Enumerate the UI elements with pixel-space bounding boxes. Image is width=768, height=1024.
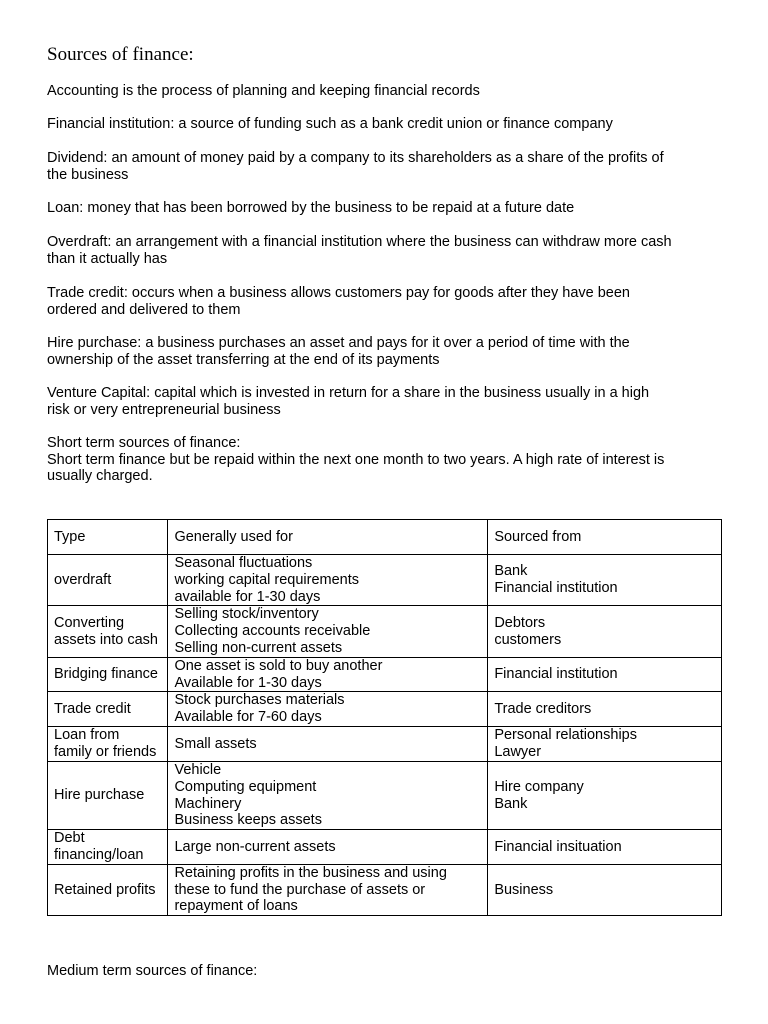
cell-type	[48, 761, 168, 829]
cell-line: Converting	[54, 614, 125, 631]
cell-sourced-from	[488, 657, 722, 692]
header-sourced-from	[488, 520, 722, 555]
medium-term-heading: Medium term sources of finance:	[47, 963, 258, 979]
cell-line: Hire purchase	[54, 787, 145, 804]
cell-used-for	[168, 555, 488, 606]
cell-line: family or friends	[54, 743, 157, 760]
cell-type	[48, 692, 168, 727]
text-line: ordered and delivered to them	[47, 301, 241, 318]
cell-line: Computing equipment	[174, 778, 317, 795]
cell-line: Financial institution	[494, 580, 618, 597]
definition-accounting	[47, 83, 727, 100]
table-row	[48, 657, 722, 692]
text-line: Hire purchase: a business purchases an asset and pays for it over a period of time with the	[47, 335, 630, 351]
short-term-section	[47, 435, 727, 485]
text-line: usually charged.	[47, 468, 153, 484]
table-row	[48, 761, 722, 829]
cell-line: Financial institution	[494, 666, 618, 683]
cell-line: Vehicle	[174, 761, 222, 778]
cell-line: Selling stock/inventory	[174, 606, 319, 623]
cell-type	[48, 657, 168, 692]
cell-used-for	[168, 761, 488, 829]
cell-type	[48, 726, 168, 761]
cell-type	[48, 864, 168, 915]
cell-line: Loan from	[54, 727, 120, 744]
cell-sourced-from	[488, 761, 722, 829]
cell-line: Machinery	[174, 795, 242, 812]
cell-sourced-from	[488, 726, 722, 761]
table-row	[48, 606, 722, 657]
header-label: Generally used for	[174, 528, 293, 545]
text-line: Dividend: an amount of money paid by a company to its shareholders as a share of the profits of	[47, 150, 664, 166]
cell-used-for	[168, 606, 488, 657]
text-line: Loan: money that has been borrowed by the business to be repaid at a future date	[47, 200, 575, 216]
cell-line: repayment of loans	[174, 898, 298, 915]
text-line: Short term finance but be repaid within the next one month to two years. A high rate of interest is	[47, 451, 665, 468]
text-line: the business	[47, 166, 129, 183]
definition-hire-purchase	[47, 335, 727, 368]
text-line: ownership of the asset transferring at the end of its payments	[47, 351, 440, 368]
header-label: Sourced from	[494, 528, 582, 545]
text-line: Venture Capital: capital which is invested in return for a share in the business usually in a high	[47, 385, 650, 401]
cell-line: Financial insituation	[494, 838, 622, 855]
short-term-finance-table	[47, 519, 722, 916]
cell-sourced-from	[488, 692, 722, 727]
cell-line: Trade credit	[54, 700, 131, 717]
cell-line: Seasonal fluctuations	[174, 555, 313, 571]
definition-trade-credit	[47, 285, 727, 318]
cell-used-for	[168, 692, 488, 727]
definition-venture-capital	[47, 385, 727, 418]
definition-loan	[47, 200, 727, 217]
cell-line: Hire company	[494, 778, 584, 795]
cell-line: Debtors	[494, 614, 546, 631]
header-type	[48, 520, 168, 555]
table-row	[48, 726, 722, 761]
cell-line: Stock purchases materials	[174, 692, 345, 709]
cell-used-for	[168, 657, 488, 692]
document-title: Sources of finance:	[47, 44, 194, 65]
text-line: than it actually has	[47, 250, 168, 267]
cell-line: Trade creditors	[494, 700, 592, 717]
cell-sourced-from	[488, 606, 722, 657]
cell-line: assets into cash	[54, 631, 158, 648]
text-line: Accounting is the process of planning and keeping financial records	[47, 83, 480, 99]
cell-line: Available for 7-60 days	[174, 709, 322, 726]
table-row	[48, 864, 722, 915]
definition-financial-institution	[47, 116, 727, 133]
text-line: Financial institution: a source of funding such as a bank credit union or finance company	[47, 116, 613, 132]
header-label: Type	[54, 528, 86, 545]
header-used-for	[168, 520, 488, 555]
text-line: Trade credit: occurs when a business allows customers pay for goods after they have been	[47, 285, 630, 301]
definition-overdraft	[47, 234, 727, 267]
cell-line: available for 1-30 days	[174, 588, 321, 605]
cell-type	[48, 606, 168, 657]
table-row	[48, 692, 722, 727]
table-header-row	[48, 520, 722, 555]
cell-line: these to fund the purchase of assets or	[174, 881, 426, 898]
cell-line: One asset is sold to buy another	[174, 657, 383, 674]
cell-used-for	[168, 830, 488, 865]
cell-line: Selling non-current assets	[174, 639, 343, 656]
cell-line: Business keeps assets	[174, 812, 322, 829]
text-line: risk or very entrepreneurial business	[47, 401, 281, 418]
cell-line: overdraft	[54, 571, 112, 588]
table-row	[48, 555, 722, 606]
cell-line: Retaining profits in the business and using	[174, 864, 447, 881]
cell-line: customers	[494, 631, 562, 648]
table-row	[48, 830, 722, 865]
cell-sourced-from	[488, 555, 722, 606]
cell-line: working capital requirements	[174, 571, 360, 588]
cell-line: Retained profits	[54, 881, 156, 898]
cell-type	[48, 555, 168, 606]
cell-type	[48, 830, 168, 865]
cell-sourced-from	[488, 864, 722, 915]
cell-sourced-from	[488, 830, 722, 865]
cell-line: Personal relationships	[494, 727, 637, 744]
cell-line: Large non-current assets	[174, 838, 336, 855]
text-line: Overdraft: an arrangement with a financial institution where the business can withdraw more cash	[47, 234, 672, 250]
cell-line: Bank	[494, 563, 528, 580]
cell-line: Available for 1-30 days	[174, 674, 322, 691]
cell-line: Lawyer	[494, 743, 542, 760]
cell-line: Business	[494, 881, 554, 898]
short-term-heading: Short term sources of finance:	[47, 435, 241, 451]
definition-dividend	[47, 150, 727, 183]
cell-line: financing/loan	[54, 846, 144, 863]
cell-used-for	[168, 726, 488, 761]
cell-line: Debt	[54, 830, 85, 847]
cell-line: Collecting accounts receivable	[174, 623, 371, 640]
cell-line: Bank	[494, 795, 528, 812]
cell-line: Small assets	[174, 735, 257, 752]
cell-line: Bridging finance	[54, 666, 158, 683]
cell-used-for	[168, 864, 488, 915]
